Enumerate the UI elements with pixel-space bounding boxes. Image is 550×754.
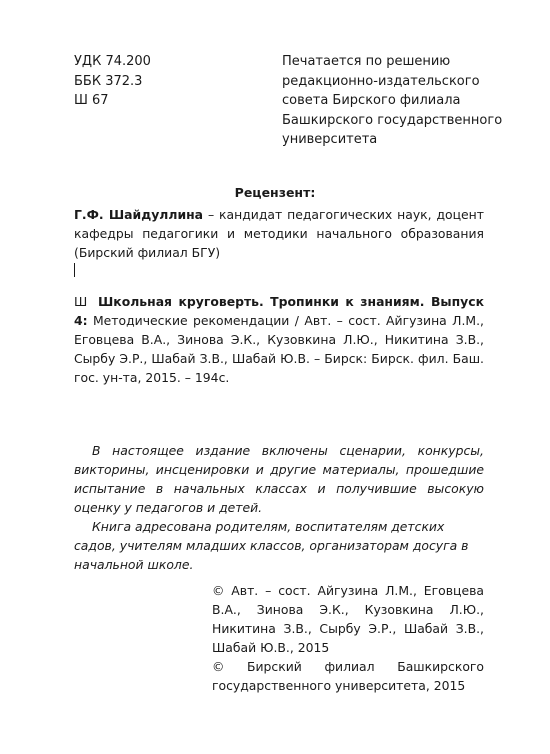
reviewer-heading: Рецензент: (234, 185, 316, 200)
udk-code: УДК 74.200 (74, 54, 151, 69)
publishing-approval-note (282, 52, 503, 150)
reviewer-name: Г.Ф. Шайдуллина (74, 207, 204, 222)
publish-note-line: университета (282, 132, 378, 147)
copyright-block (212, 581, 484, 695)
publish-note-line: Печатается по решению (282, 54, 451, 69)
annotation-paragraph: В настоящее издание включены сценарии, конкурсы, викторины, инсценировки и другие материалы, прошедшие испытание в начальных классах и получившие высокую оценку у педагогов и детей. (74, 443, 484, 515)
bbk-code: ББК 372.3 (74, 73, 143, 89)
copyright-university: © Бирский филиал Башкирского государственного университета, 2015 (212, 659, 484, 693)
classification-codes (74, 52, 151, 111)
author-mark: Ш 67 (74, 93, 109, 108)
bib-letter: Ш (74, 294, 88, 309)
bibliographic-description (74, 292, 484, 387)
copyright-authors: © Авт. – сост. Айгузина Л.М., Еговцева В.А., Зинова Э.К., Кузовкина Л.Ю., Никитина З.В., Сырбу Э.Р., Шабай З.В., Шабай Ю.В., 2015 (212, 583, 484, 655)
reviewer-description: – кандидат педагогических наук, доцент кафедры педагогики и методики начального образования (Бирский филиал БГУ) (74, 207, 485, 260)
reviewer-info (74, 205, 484, 262)
annotation (74, 441, 484, 574)
bib-details: Методические рекомендации / Авт. – сост. Айгузина Л.М., Еговцева В.А., Зинова Э.К., Кузовкина Л.Ю., Никитина З.В., Сырбу Э.Р., Шабай З.В., Шабай Ю.В. – Бирск: Бирск. фил. Баш. гос. ун-та, 2015. – 194с. (74, 313, 484, 385)
publish-note-line: совета Бирского филиала (282, 93, 461, 108)
bib-title: Школьная круговерть. Тропинки к знаниям. Выпуск 4: (74, 294, 484, 328)
publish-note-line: редакционно-издательского (282, 73, 480, 89)
publish-note-line: Башкирского государственного (282, 112, 503, 128)
annotation-paragraph: Книга адресована родителям, воспитателям детских садов, учителям младших классов, организаторам досуга в начальной школе. (74, 519, 469, 572)
text-cursor (74, 263, 75, 277)
